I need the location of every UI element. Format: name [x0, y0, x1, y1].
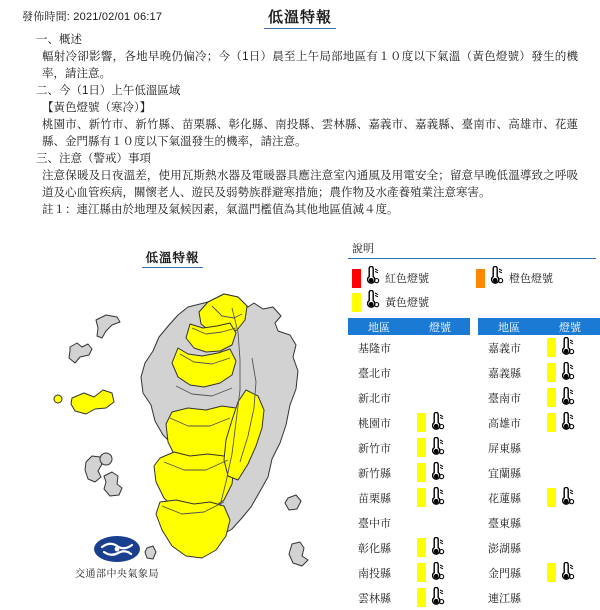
- region-name: 嘉義縣: [488, 367, 521, 380]
- signal-cell: [413, 587, 470, 609]
- signal-swatch: [417, 538, 426, 557]
- signal-swatch: [417, 463, 426, 482]
- thermometer-icon: [428, 487, 445, 509]
- table-row: [478, 535, 600, 560]
- island-matsu-south: [69, 343, 92, 363]
- legend-row: [348, 266, 600, 290]
- legend-swatch-red: [352, 269, 361, 288]
- signal-cell: [413, 562, 470, 584]
- region-name: 臺東縣: [488, 517, 521, 530]
- table-body-right: [478, 335, 600, 610]
- signal-cell: [543, 562, 600, 584]
- legend-pane: [348, 240, 600, 605]
- thermometer-icon: [428, 437, 445, 459]
- region-name: 新竹市: [358, 442, 391, 455]
- table-row: [478, 510, 600, 535]
- table-row: [478, 435, 600, 460]
- region-name: 高雄市: [488, 417, 521, 430]
- region-name: 連江縣: [488, 592, 521, 605]
- region-table-right: [478, 318, 600, 610]
- table-body-left: [348, 335, 470, 610]
- table-row: [478, 335, 600, 360]
- cwb-logo-label: 交通部中央氣象局: [75, 569, 159, 580]
- map-title-text: 低溫特報: [142, 251, 202, 268]
- thermometer-icon: [428, 562, 445, 584]
- thermometer-icon: [558, 362, 575, 384]
- legend-heading: 說明: [348, 240, 596, 259]
- table-row: [348, 510, 470, 535]
- region-tables: [348, 318, 600, 610]
- region-name: 雲林縣: [358, 592, 391, 605]
- legend-item-yellow: [348, 290, 472, 314]
- island-kinmen: [71, 390, 114, 414]
- island-kinmen-lieyu: [54, 395, 62, 403]
- thermometer-icon: [558, 337, 575, 359]
- thermometer-icon: [428, 587, 445, 609]
- table-row: [348, 410, 470, 435]
- table-row: [348, 335, 470, 360]
- island-penghu-main: [85, 456, 102, 482]
- thermometer-icon: [363, 266, 380, 290]
- section-3-text: 注意保暖及日夜溫差，使用瓦斯熱水器及電暖器具應注意室內通風及用電安全；留意早晚低溫導致之呼吸道及心血管疾病，關懷老人、遊民及弱勢族群避寒措施；農作物及水產養殖業注意寒害。: [42, 170, 578, 199]
- region-name: 基隆市: [358, 342, 391, 355]
- region-name: 澎湖縣: [488, 542, 521, 555]
- table-row: [348, 585, 470, 610]
- table-row: [348, 435, 470, 460]
- table-row: [478, 485, 600, 510]
- wave-icon: [94, 536, 140, 562]
- region-name: 彰化縣: [358, 542, 391, 555]
- cwb-logo: [52, 536, 182, 580]
- thermometer-icon: [428, 412, 445, 434]
- section-1-text: 輻射冷卻影響，各地早晚仍偏冷；今（1日）晨至上午局部地區有１０度以下氣溫（黃色燈號）發生的機率，請注意。: [42, 51, 578, 80]
- column-header-signal: 燈號: [559, 321, 581, 334]
- table-row: [478, 410, 600, 435]
- table-row: [478, 560, 600, 585]
- island-orchid: [289, 542, 308, 566]
- island-green: [285, 495, 301, 510]
- signal-swatch: [417, 563, 426, 582]
- region-name: 桃園市: [358, 417, 391, 430]
- signal-cell: [543, 337, 600, 359]
- thermometer-icon: [558, 487, 575, 509]
- legend-item-orange: [472, 266, 596, 290]
- section-2-signal-label: 【黃色燈號（寒冷）】: [42, 102, 152, 114]
- region-table-left: [348, 318, 470, 610]
- island-penghu-east: [104, 472, 122, 496]
- region-name: 南投縣: [358, 567, 391, 580]
- column-header-signal: 燈號: [429, 321, 451, 334]
- legend-swatch-orange: [476, 269, 485, 288]
- region-name: 新竹縣: [358, 467, 391, 480]
- signal-cell: [543, 412, 600, 434]
- section-2-heading: 二、今（1日）上午低溫區域: [36, 85, 181, 97]
- signal-swatch: [547, 338, 556, 357]
- lower-panel: [0, 240, 600, 605]
- island-matsu-north: [96, 315, 120, 338]
- signal-cell: [543, 487, 600, 509]
- legend-row: [348, 290, 600, 314]
- signal-swatch: [417, 413, 426, 432]
- signal-cell: [413, 487, 470, 509]
- region-name: 臺南市: [488, 392, 521, 405]
- report-body: [0, 32, 600, 219]
- region-name: 花蓮縣: [488, 492, 521, 505]
- signal-cell: [413, 462, 470, 484]
- signal-cell: [543, 362, 600, 384]
- legend-label-orange: 橙色燈號: [509, 273, 553, 285]
- region-name: 臺中市: [358, 517, 391, 530]
- signal-cell: [413, 437, 470, 459]
- signal-cell: [413, 412, 470, 434]
- signal-swatch: [417, 438, 426, 457]
- signal-swatch: [547, 563, 556, 582]
- legend-item-red: [348, 266, 472, 290]
- thermometer-icon: [558, 387, 575, 409]
- signal-swatch: [417, 588, 426, 607]
- table-row: [478, 360, 600, 385]
- table-row: [348, 360, 470, 385]
- island-penghu-north: [100, 453, 112, 465]
- signal-swatch: [547, 388, 556, 407]
- page-title: [0, 6, 600, 27]
- legend-label-red: 紅色燈號: [385, 273, 429, 285]
- thermometer-icon: [558, 412, 575, 434]
- section-3-heading: 三、注意（警戒）事項: [36, 153, 151, 165]
- legend-label-yellow: 黃色燈號: [385, 297, 429, 309]
- signal-swatch: [547, 488, 556, 507]
- table-row: [348, 460, 470, 485]
- issue-time: 發佈時間: 2021/02/01 06:17: [22, 11, 163, 23]
- map-pane: [0, 240, 345, 600]
- table-row: [478, 585, 600, 610]
- thermometer-icon: [487, 266, 504, 290]
- table-header: [478, 318, 600, 335]
- section-2-text: 桃園市、新竹市、新竹縣、苗栗縣、彰化縣、南投縣、雲林縣、嘉義市、嘉義縣、臺南市、高雄市、花蓮縣、金門縣有１０度以下氣溫發生的機率，請注意。: [42, 119, 578, 148]
- legend-swatch-yellow: [352, 293, 361, 312]
- table-row: [478, 385, 600, 410]
- thermometer-icon: [558, 562, 575, 584]
- thermometer-icon: [428, 462, 445, 484]
- region-name: 屏東縣: [488, 442, 521, 455]
- thermometer-icon: [428, 537, 445, 559]
- footnote-1: 註１：連江縣由於地理及氣候因素，氣溫門檻值為其他地區值減４度。: [42, 204, 399, 216]
- signal-cell: [413, 537, 470, 559]
- legend-list: [348, 266, 600, 314]
- table-row: [478, 460, 600, 485]
- signal-swatch: [417, 488, 426, 507]
- region-name: 宜蘭縣: [488, 467, 521, 480]
- signal-cell: [543, 387, 600, 409]
- region-name: 嘉義市: [488, 342, 521, 355]
- table-row: [348, 560, 470, 585]
- signal-swatch: [547, 363, 556, 382]
- thermometer-icon: [363, 290, 380, 314]
- table-row: [348, 535, 470, 560]
- table-header: [348, 318, 470, 335]
- table-row: [348, 385, 470, 410]
- signal-swatch: [547, 413, 556, 432]
- region-name: 金門縣: [488, 567, 521, 580]
- region-name: 臺北市: [358, 367, 391, 380]
- page-title-text: 低溫特報: [264, 9, 336, 29]
- region-name: 新北市: [358, 392, 391, 405]
- region-name: 苗栗縣: [358, 492, 391, 505]
- column-header-region: 地區: [368, 321, 390, 334]
- section-1-heading: 一、概述: [36, 34, 82, 46]
- column-header-region: 地區: [498, 321, 520, 334]
- cwb-logo-mark: [94, 536, 140, 562]
- table-row: [348, 485, 470, 510]
